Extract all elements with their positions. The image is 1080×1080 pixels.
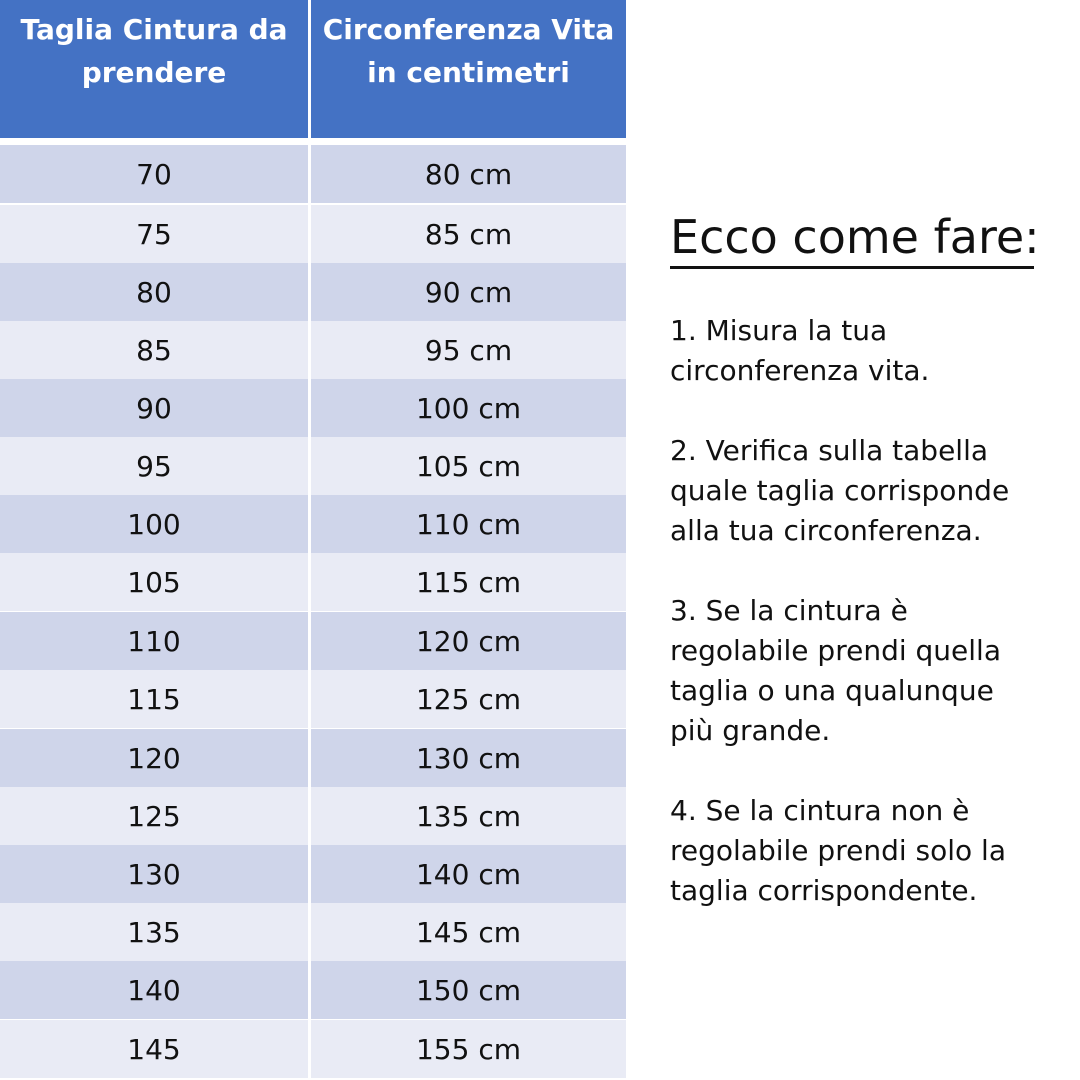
table-row [0,495,628,553]
table-row [0,612,628,670]
belt-size-cell: 125 [0,787,308,845]
step-line: 4. Se la cintura non è [670,794,970,827]
belt-size-cell: 85 [0,321,308,379]
belt-size-cell: 80 [0,263,308,321]
header-belt-size-line-1: Taglia Cintura da [20,13,288,46]
waist-cm-cell: 155 cm [311,1020,626,1078]
step-line: taglia corrispondente. [670,874,978,907]
how-to-step-1 [670,311,1070,391]
how-to-step-4 [670,791,1070,911]
belt-size-cell: 115 [0,670,308,728]
waist-cm-cell: 130 cm [311,729,626,787]
table-row [0,379,628,437]
waist-cm-cell: 90 cm [311,263,626,321]
belt-size-cell: 90 [0,379,308,437]
how-to-step-3 [670,591,1070,751]
table-row [0,321,628,379]
waist-cm-cell: 135 cm [311,787,626,845]
waist-cm-cell: 120 cm [311,612,626,670]
header-belt-size [0,0,308,138]
waist-cm-cell: 95 cm [311,321,626,379]
belt-size-cell: 110 [0,612,308,670]
belt-size-cell: 140 [0,961,308,1019]
belt-size-cell: 120 [0,729,308,787]
waist-cm-cell: 80 cm [311,145,626,203]
waist-cm-cell: 100 cm [311,379,626,437]
table-row [0,205,628,263]
belt-size-cell: 95 [0,437,308,495]
how-to-title: Ecco come fare: [670,210,1034,269]
table-row [0,670,628,728]
step-line: alla tua circonferenza. [670,514,982,547]
step-line: regolabile prendi quella [670,634,1001,667]
header-belt-size-line-2: prendere [81,56,227,89]
waist-cm-cell: 150 cm [311,961,626,1019]
table-row [0,845,628,903]
table-row [0,903,628,961]
waist-cm-cell: 115 cm [311,553,626,611]
how-to-section [670,210,1070,911]
belt-size-cell: 75 [0,205,308,263]
belt-size-cell: 100 [0,495,308,553]
belt-size-cell: 130 [0,845,308,903]
waist-cm-cell: 125 cm [311,670,626,728]
step-line: circonferenza vita. [670,354,930,387]
table-row [0,961,628,1019]
belt-size-cell: 145 [0,1020,308,1078]
belt-size-cell: 70 [0,145,308,203]
table-row [0,263,628,321]
table-row [0,729,628,787]
step-line: 3. Se la cintura è [670,594,908,627]
step-line: 1. Misura la tua [670,314,888,347]
step-line: più grande. [670,714,831,747]
how-to-step-2 [670,431,1070,551]
table-row [0,145,628,203]
belt-size-cell: 135 [0,903,308,961]
table-row [0,787,628,845]
header-waist-line-1: Circonferenza Vita [322,13,615,46]
belt-size-cell: 105 [0,553,308,611]
waist-cm-cell: 110 cm [311,495,626,553]
header-waist-line-2: in centimetri [367,56,570,89]
step-line: quale taglia corrisponde [670,474,1010,507]
table-row [0,553,628,611]
header-waist-circumference [311,0,626,138]
waist-cm-cell: 140 cm [311,845,626,903]
waist-cm-cell: 105 cm [311,437,626,495]
waist-cm-cell: 145 cm [311,903,626,961]
step-line: regolabile prendi solo la [670,834,1006,867]
step-line: taglia o una qualunque [670,674,994,707]
step-line: 2. Verifica sulla tabella [670,434,989,467]
table-row [0,1020,628,1078]
waist-cm-cell: 85 cm [311,205,626,263]
table-row [0,437,628,495]
